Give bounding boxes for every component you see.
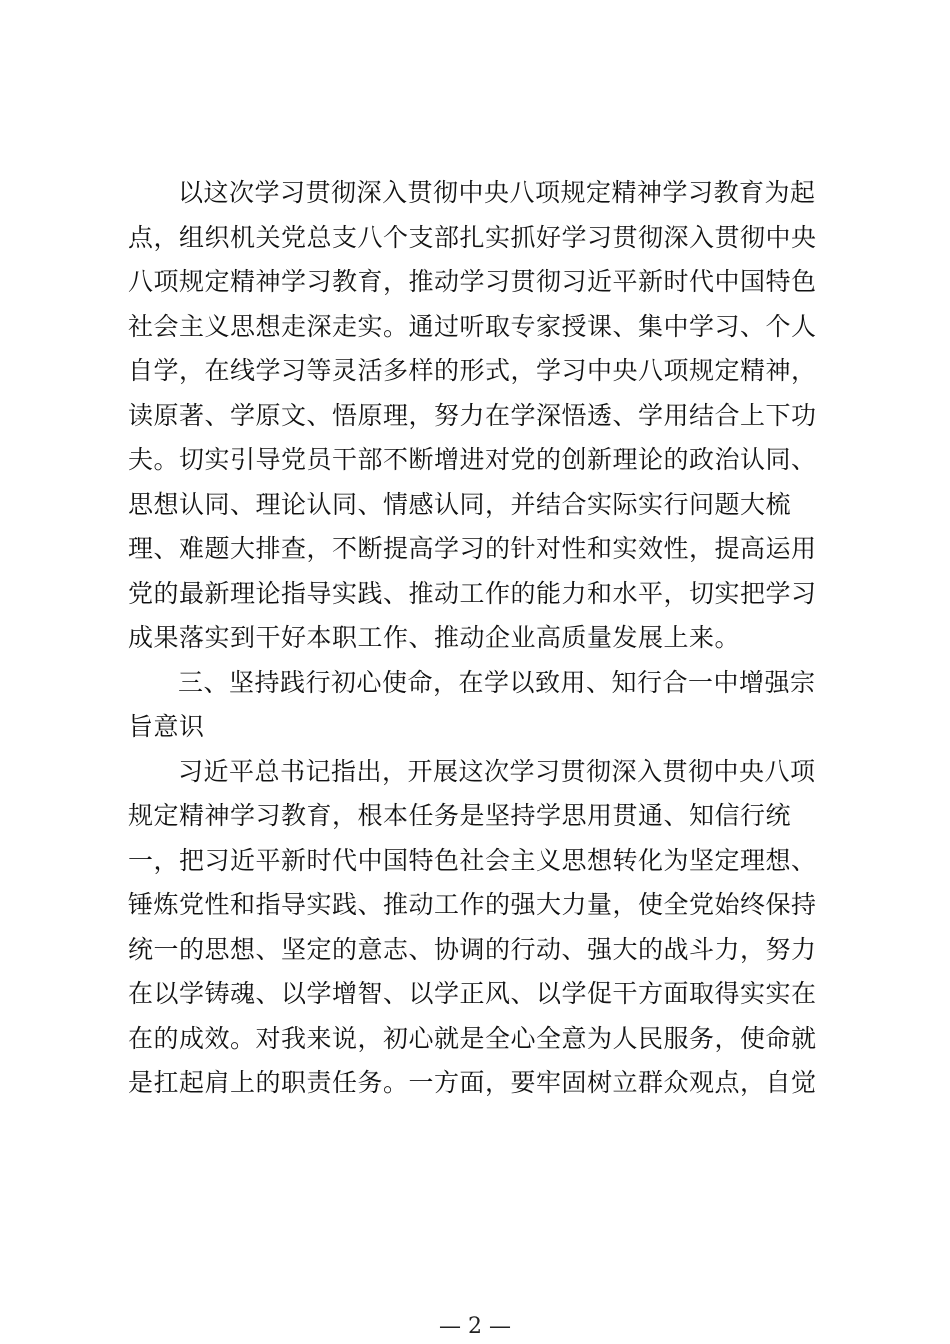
text-line: 党的最新理论指导实践、推动工作的能力和水平，切实把学习 xyxy=(128,578,817,608)
text-line: 以这次学习贯彻深入贯彻中央八项规定精神学习教育为起 xyxy=(178,178,816,207)
text-line: 在以学铸魂、以学增智、以学正风、以学促干方面取得实实在 xyxy=(128,979,817,1008)
text-line: 读原著、学原文、悟原理，努力在学深悟透、学用结合上下功 xyxy=(128,400,817,430)
text-line: 理、难题大排查，不断提高学习的针对性和实效性，提高运用 xyxy=(128,534,817,563)
text-line: 点，组织机关党总支八个支部扎实抓好学习贯彻深入贯彻中央 xyxy=(128,222,817,252)
text-line: 习近平总书记指出，开展这次学习贯彻深入贯彻中央八项 xyxy=(178,756,816,786)
text-line: 夫。切实引导党员干部不断增进对党的创新理论的政治认同、 xyxy=(128,445,817,474)
section-heading-line: 三、坚持践行初心使命，在学以致用、知行合一中增强宗 xyxy=(178,667,816,697)
text-line: 规定精神学习教育，根本任务是坚持学思用贯通、知信行统 xyxy=(128,801,792,830)
text-line: 在的成效。对我来说，初心就是全心全意为人民服务，使命就 xyxy=(128,1023,817,1053)
text-line: 社会主义思想走深走实。通过听取专家授课、集中学习、个人 xyxy=(128,311,817,341)
text-line: 一，把习近平新时代中国特色社会主义思想转化为坚定理想、 xyxy=(128,845,817,875)
body-text xyxy=(128,171,828,1106)
text-line: 锤炼党性和指导实践、推动工作的强大力量，使全党始终保持 xyxy=(128,890,817,919)
text-line: 自学，在线学习等灵活多样的形式，学习中央八项规定精神， xyxy=(128,356,817,385)
text-line: 思想认同、理论认同、情感认同，并结合实际实行问题大梳 xyxy=(128,489,792,519)
text-line: 统一的思想、坚定的意志、协调的行动、强大的战斗力，努力 xyxy=(128,934,817,964)
page-number: — 2 — xyxy=(439,1314,511,1339)
text-line: 八项规定精神学习教育，推动学习贯彻习近平新时代中国特色 xyxy=(128,267,817,296)
text-line: 成果落实到干好本职工作、推动企业高质量发展上来。 xyxy=(128,623,741,652)
section-heading-line: 旨意识 xyxy=(128,712,205,741)
text-line: 是扛起肩上的职责任务。一方面，要牢固树立群众观点，自觉 xyxy=(128,1068,817,1097)
